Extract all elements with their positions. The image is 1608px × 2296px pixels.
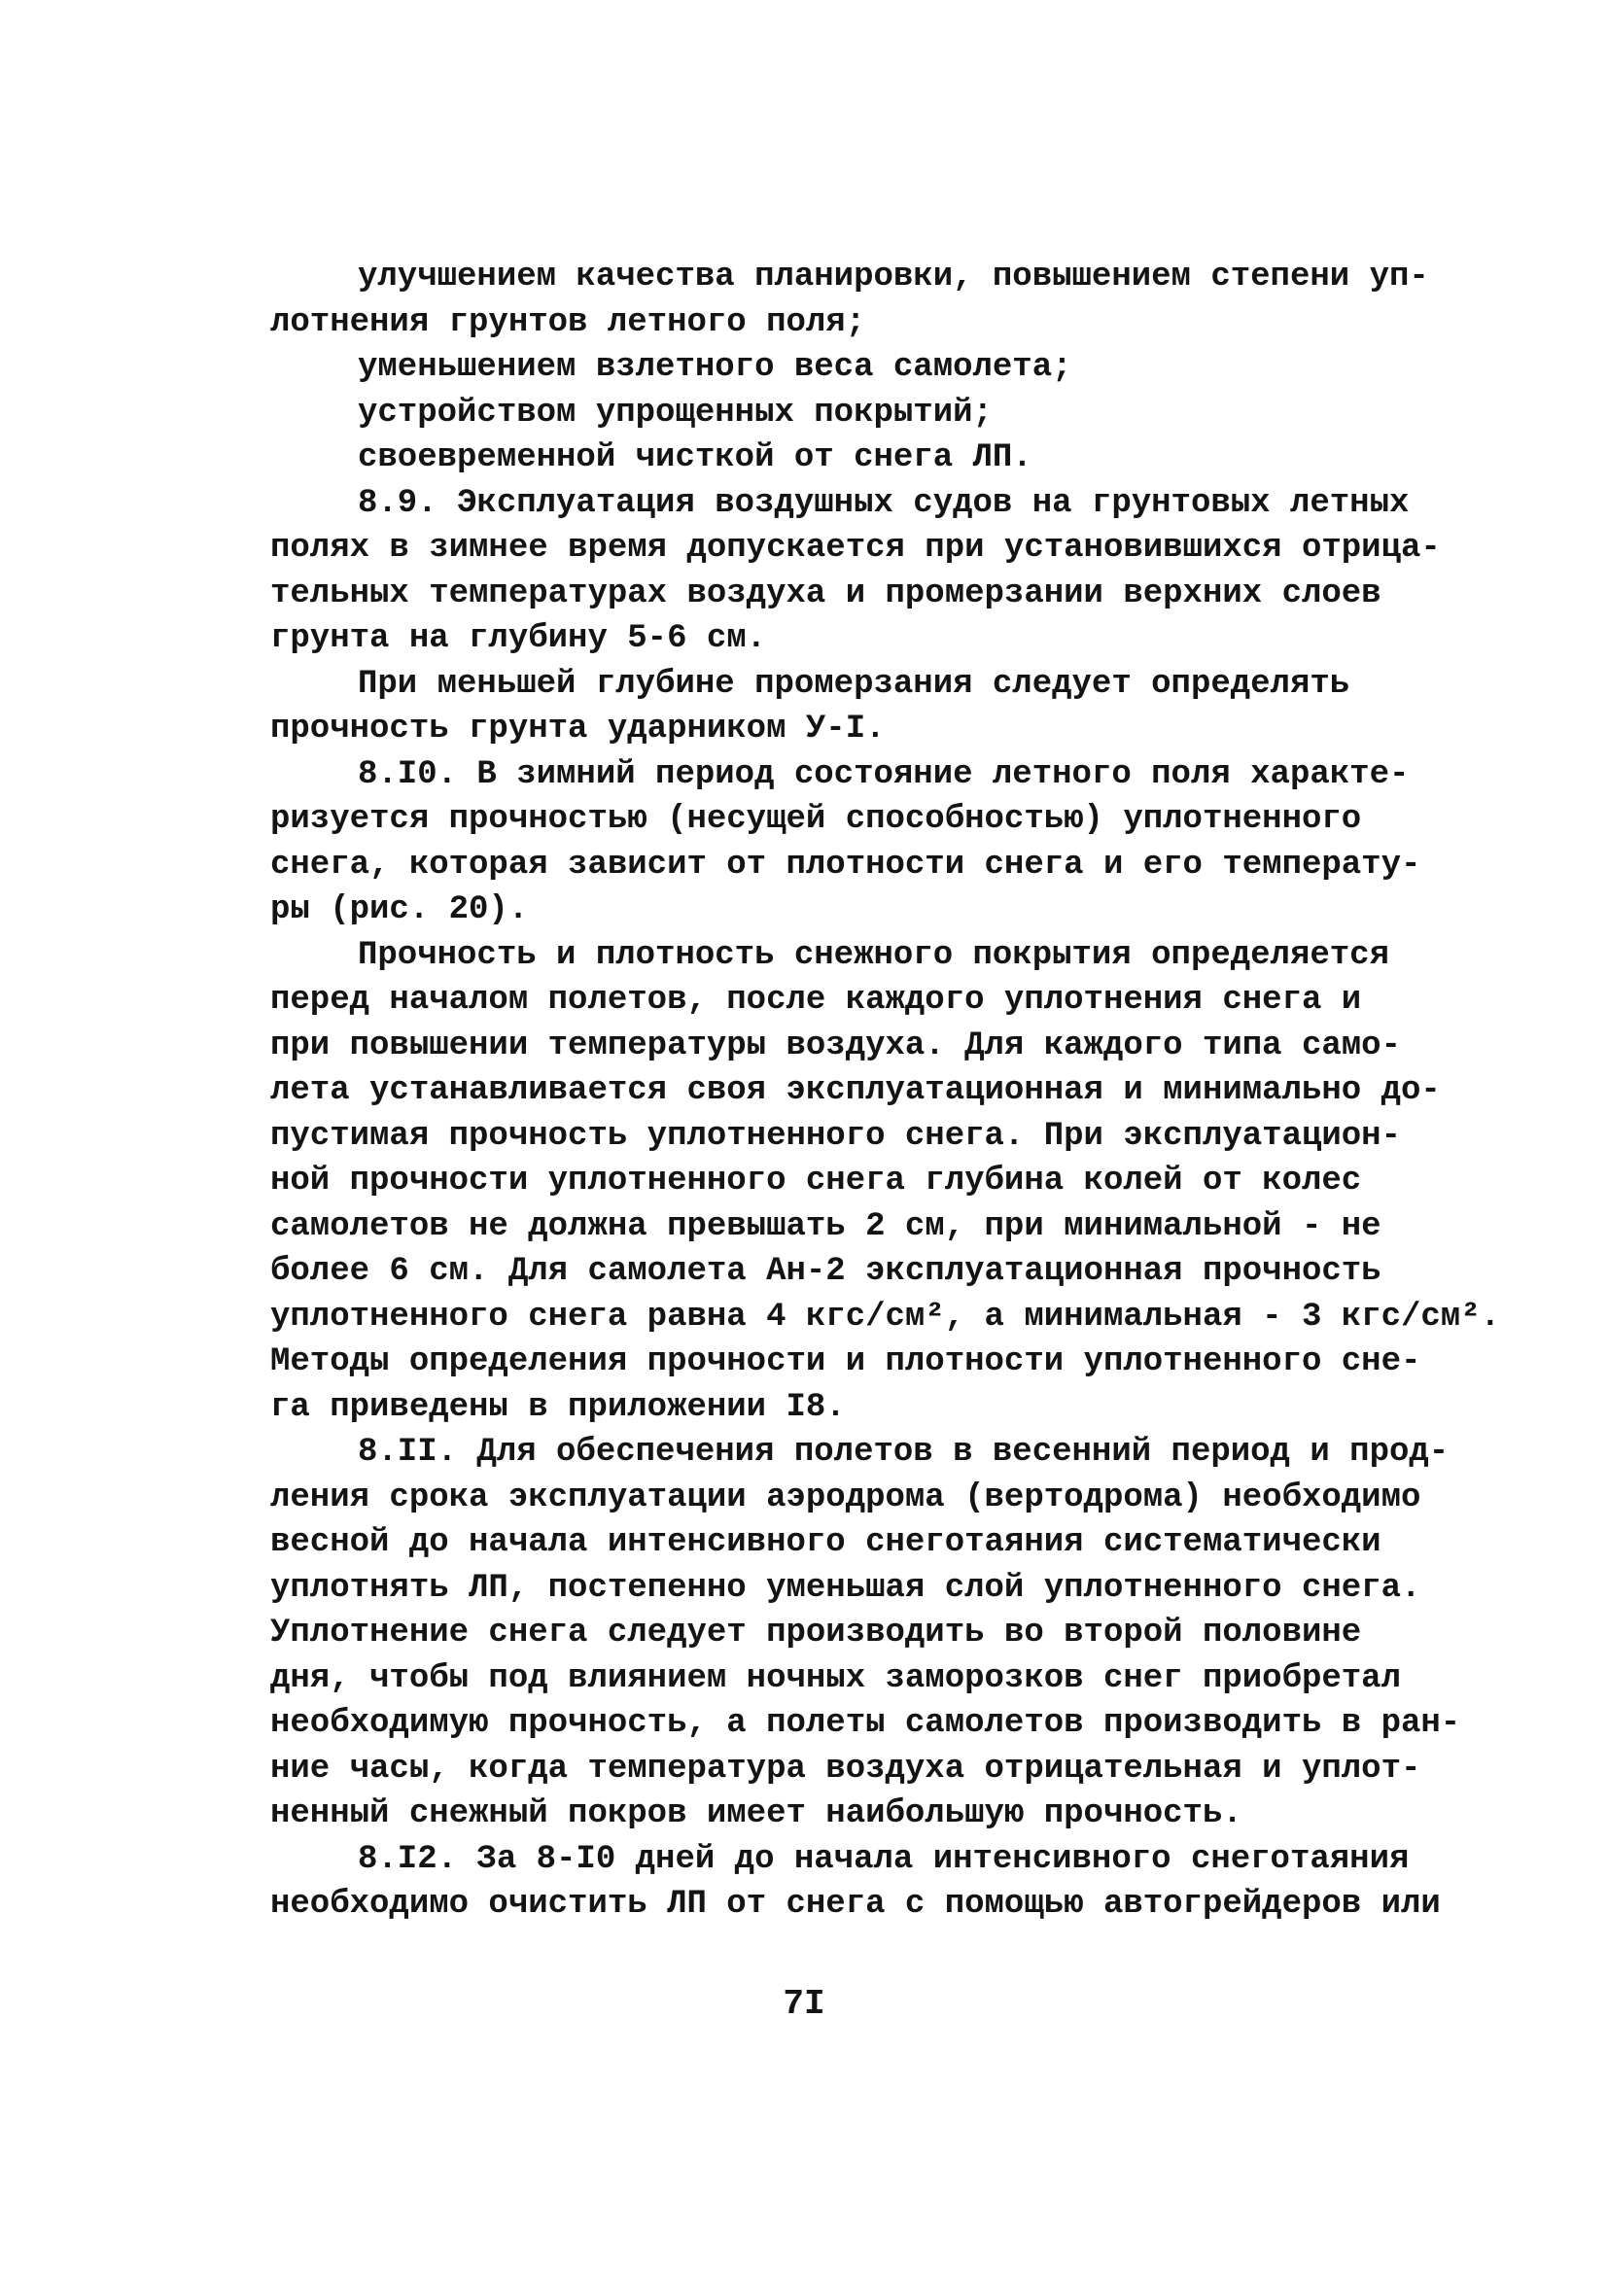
text-line: полях в зимнее время допускается при установившихся отрица- xyxy=(270,530,1441,567)
body-text xyxy=(270,255,1501,1928)
text-line: га приведены в приложении I8. xyxy=(270,1388,846,1426)
text-line: ления срока эксплуатации аэродрома (вертодрома) необходимо xyxy=(270,1478,1421,1516)
text-line: Уплотнение снега следует производить во второй половине xyxy=(270,1615,1362,1652)
text-line: весной до начала интенсивного снеготаяния систематически xyxy=(270,1524,1381,1561)
text-line: уплотнять ЛП, постепенно уменьшая слой уплотненного снега. xyxy=(270,1569,1421,1607)
text-line: При меньшей глубине промерзания следует определять xyxy=(358,665,1350,703)
text-line: ние часы, когда температура воздуха отрицательная и уплот- xyxy=(270,1750,1421,1788)
text-line: прочность грунта ударником У-I. xyxy=(270,711,886,748)
text-line: 8.II. Для обеспечения полетов в весенний период и прод- xyxy=(358,1434,1450,1471)
text-line: перед началом полетов, после каждого уплотнения снега и xyxy=(270,982,1362,1019)
text-line: дня, чтобы под влиянием ночных заморозков снег приобретал xyxy=(270,1659,1401,1697)
text-line: улучшением качества планировки, повышением степени уп- xyxy=(358,259,1429,296)
text-line: необходимую прочность, а полеты самолетов производить в ран- xyxy=(270,1705,1461,1742)
text-line: Прочность и плотность снежного покрытия определяется xyxy=(358,936,1389,974)
text-line: устройством упрощенных покрытий; xyxy=(358,394,993,432)
text-line: ненный снежный покров имеет наибольшую прочность. xyxy=(270,1795,1242,1832)
text-line: лотнения грунтов летного поля; xyxy=(270,303,866,341)
text-line: 8.I2. За 8-I0 дней до начала интенсивного снеготаяния xyxy=(358,1840,1410,1878)
text-line: ры (рис. 20). xyxy=(270,891,529,928)
text-line: уменьшением взлетного веса самолета; xyxy=(358,349,1072,386)
text-line: более 6 см. Для самолета Ан-2 эксплуатационная прочность xyxy=(270,1253,1381,1290)
text-line: при повышении температуры воздуха. Для каждого типа само- xyxy=(270,1026,1401,1064)
text-line: ной прочности уплотненного снега глубина колей от колес xyxy=(270,1163,1362,1200)
page-number: 7I xyxy=(783,1984,825,2024)
text-line: пустимая прочность уплотненного снега. При эксплуатацион- xyxy=(270,1117,1401,1155)
text-line: грунта на глубину 5-6 см. xyxy=(270,620,767,657)
text-line: лета устанавливается своя эксплуатационная и минимально до- xyxy=(270,1072,1441,1109)
text-line: тельных температурах воздуха и промерзании верхних слоев xyxy=(270,574,1381,612)
text-line: необходимо очистить ЛП от снега с помощью автогрейдеров или xyxy=(270,1886,1441,1923)
text-line: самолетов не должна превышать 2 см, при минимальной - не xyxy=(270,1207,1381,1245)
text-line: снега, которая зависит от плотности снега и его температу- xyxy=(270,846,1421,884)
text-line: 8.I0. В зимний период состояние летного поля характе- xyxy=(358,755,1410,793)
text-line: ризуется прочностью (несущей способностью) уплотненного xyxy=(270,801,1362,838)
text-line: своевременной чисткой от снега ЛП. xyxy=(358,439,1032,476)
text-line: 8.9. Эксплуатация воздушных судов на грунтовых летных xyxy=(358,484,1410,522)
text-line: уплотненного снега равна 4 кгс/см², а минимальная - 3 кгс/см². xyxy=(270,1298,1501,1336)
text-line: Методы определения прочности и плотности уплотненного сне- xyxy=(270,1343,1421,1380)
